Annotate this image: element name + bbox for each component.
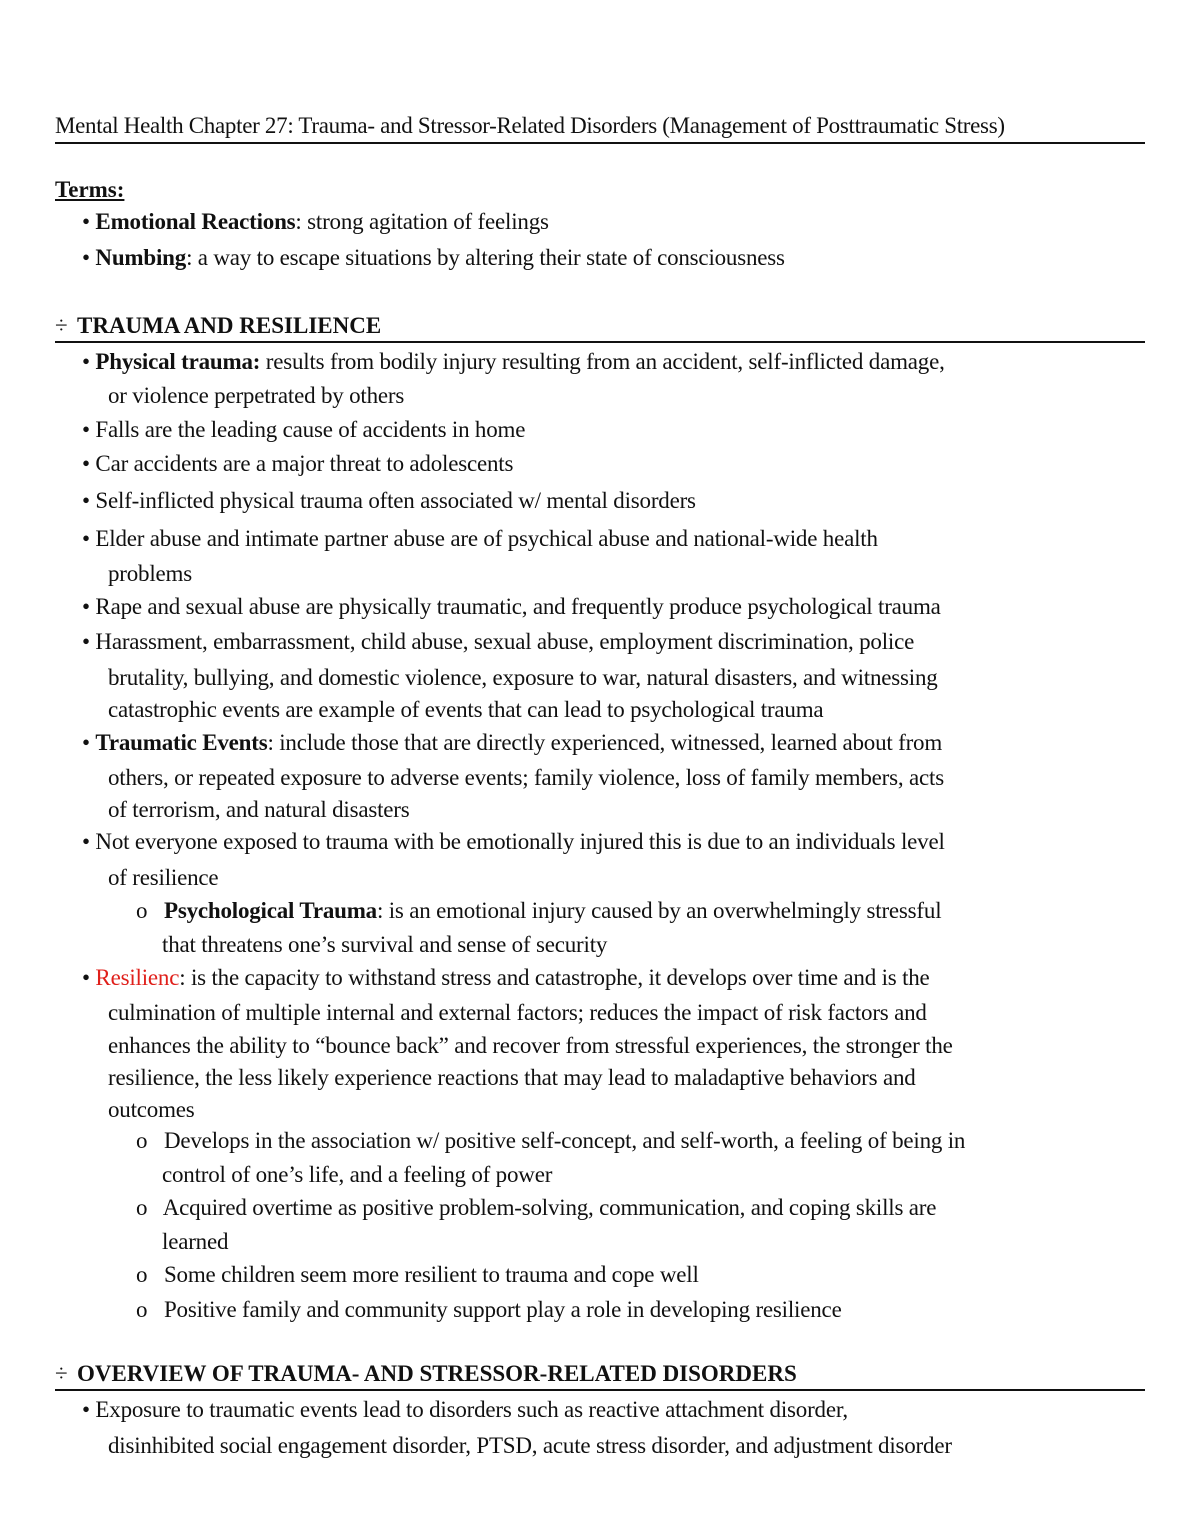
list-item xyxy=(82,1394,848,1426)
term-item-numbing xyxy=(82,242,785,274)
bullet-icon: • xyxy=(82,488,90,513)
term-item-emotional-reactions xyxy=(82,206,549,238)
item-continuation: of resilience xyxy=(108,865,219,890)
item-continuation: others, or repeated exposure to adverse events; family violence, loss of family members, acts xyxy=(108,765,944,790)
circle-bullet-icon: o xyxy=(136,1195,148,1220)
section-heading-trauma-resilience xyxy=(55,312,1145,343)
bullet-icon: • xyxy=(82,349,90,374)
circle-bullet-icon: o xyxy=(136,1297,148,1322)
item-text: Car accidents are a major threat to adolescents xyxy=(95,451,514,476)
item-text: Some children seem more resilient to trauma and cope well xyxy=(163,1262,699,1287)
bullet-icon: • xyxy=(82,1397,90,1422)
item-text: results from bodily injury resulting from an accident, self-inflicted damage, xyxy=(260,349,945,374)
terms-heading: Terms: xyxy=(55,177,125,202)
list-item xyxy=(82,826,945,858)
list-item xyxy=(82,727,942,759)
list-item xyxy=(82,523,878,555)
list-item xyxy=(82,485,696,517)
bullet-icon: • xyxy=(82,417,90,442)
item-text: Elder abuse and intimate partner abuse are of psychical abuse and national-wide health xyxy=(95,526,878,551)
term-definition: : a way to escape situations by altering their state of consciousness xyxy=(186,245,785,270)
sub-list-item xyxy=(136,1192,936,1224)
item-text: Harassment, embarrassment, child abuse, sexual abuse, employment discrimination, police xyxy=(95,629,915,654)
item-text: Falls are the leading cause of accidents in home xyxy=(95,417,526,442)
item-text: Rape and sexual abuse are physically traumatic, and frequently produce psychological trauma xyxy=(95,594,941,619)
item-continuation: enhances the ability to “bounce back” and recover from stressful experiences, the stronger the xyxy=(108,1033,953,1058)
term-name: Traumatic Events xyxy=(95,730,268,755)
item-continuation: culmination of multiple internal and external factors; reduces the impact of risk factors and xyxy=(108,1000,927,1025)
sub-list-item xyxy=(136,895,941,927)
term-name: Psychological Trauma xyxy=(163,898,377,923)
term-name: Numbing xyxy=(95,245,187,270)
circle-bullet-icon: o xyxy=(136,898,148,923)
item-continuation: learned xyxy=(162,1229,229,1254)
item-continuation: or violence perpetrated by others xyxy=(108,383,405,408)
item-text: Positive family and community support play a role in developing resilience xyxy=(163,1297,842,1322)
bullet-icon: • xyxy=(82,730,90,755)
item-text: Exposure to traumatic events lead to disorders such as reactive attachment disorder, xyxy=(95,1397,848,1422)
item-text: : include those that are directly experienced, witnessed, learned about from xyxy=(267,730,943,755)
section-heading-overview xyxy=(55,1360,1145,1391)
list-item xyxy=(82,414,525,446)
term-name: Resilienc xyxy=(95,965,180,990)
item-continuation: disinhibited social engagement disorder, PTSD, acute stress disorder, and adjustment disorder xyxy=(108,1433,952,1458)
term-definition: : strong agitation of feelings xyxy=(295,209,549,234)
item-continuation: problems xyxy=(108,561,192,586)
term-name: Physical trauma: xyxy=(95,349,261,374)
division-icon: ÷ xyxy=(55,313,68,338)
list-item xyxy=(82,962,930,994)
document-title: Mental Health Chapter 27: Trauma- and Stressor-Related Disorders (Management of Posttraumatic Stress) xyxy=(55,112,1145,144)
item-continuation: that threatens one’s survival and sense of security xyxy=(162,932,608,957)
bullet-icon: • xyxy=(82,965,90,990)
item-text: Self-inflicted physical trauma often associated w/ mental disorders xyxy=(95,488,696,513)
item-text: : is an emotional injury caused by an overwhelmingly stressful xyxy=(376,898,942,923)
item-text: Develops in the association w/ positive self-concept, and self-worth, a feeling of being in xyxy=(163,1128,966,1153)
circle-bullet-icon: o xyxy=(136,1128,148,1153)
item-text: : is the capacity to withstand stress and catastrophe, it develops over time and is the xyxy=(179,965,930,990)
section-title: OVERVIEW OF TRAUMA- AND STRESSOR-RELATED DISORDERS xyxy=(77,1361,797,1386)
bullet-icon: • xyxy=(82,594,90,619)
section-title: TRAUMA AND RESILIENCE xyxy=(77,313,382,338)
sub-list-item xyxy=(136,1294,842,1326)
item-continuation: of terrorism, and natural disasters xyxy=(108,797,410,822)
bullet-icon: • xyxy=(82,245,90,270)
circle-bullet-icon: o xyxy=(136,1262,148,1287)
list-item xyxy=(82,626,914,658)
bullet-icon: • xyxy=(82,209,90,234)
division-icon: ÷ xyxy=(55,1361,68,1386)
list-item xyxy=(82,591,941,623)
item-continuation: brutality, bullying, and domestic violence, exposure to war, natural disasters, and witnessing xyxy=(108,665,938,690)
bullet-icon: • xyxy=(82,629,90,654)
term-name: Emotional Reactions xyxy=(95,209,296,234)
sub-list-item xyxy=(136,1259,699,1291)
sub-list-item xyxy=(136,1125,965,1157)
bullet-icon: • xyxy=(82,526,90,551)
bullet-icon: • xyxy=(82,451,90,476)
item-continuation: outcomes xyxy=(108,1097,195,1122)
bullet-icon: • xyxy=(82,829,90,854)
item-continuation: resilience, the less likely experience reactions that may lead to maladaptive behaviors and xyxy=(108,1065,916,1090)
item-text: Not everyone exposed to trauma with be emotionally injured this is due to an individuals level xyxy=(95,829,945,854)
list-item xyxy=(82,346,945,378)
item-text: Acquired overtime as positive problem-solving, communication, and coping skills are xyxy=(162,1195,937,1220)
item-continuation: control of one’s life, and a feeling of power xyxy=(162,1162,553,1187)
item-continuation: catastrophic events are example of events that can lead to psychological trauma xyxy=(108,697,824,722)
list-item xyxy=(82,448,513,480)
